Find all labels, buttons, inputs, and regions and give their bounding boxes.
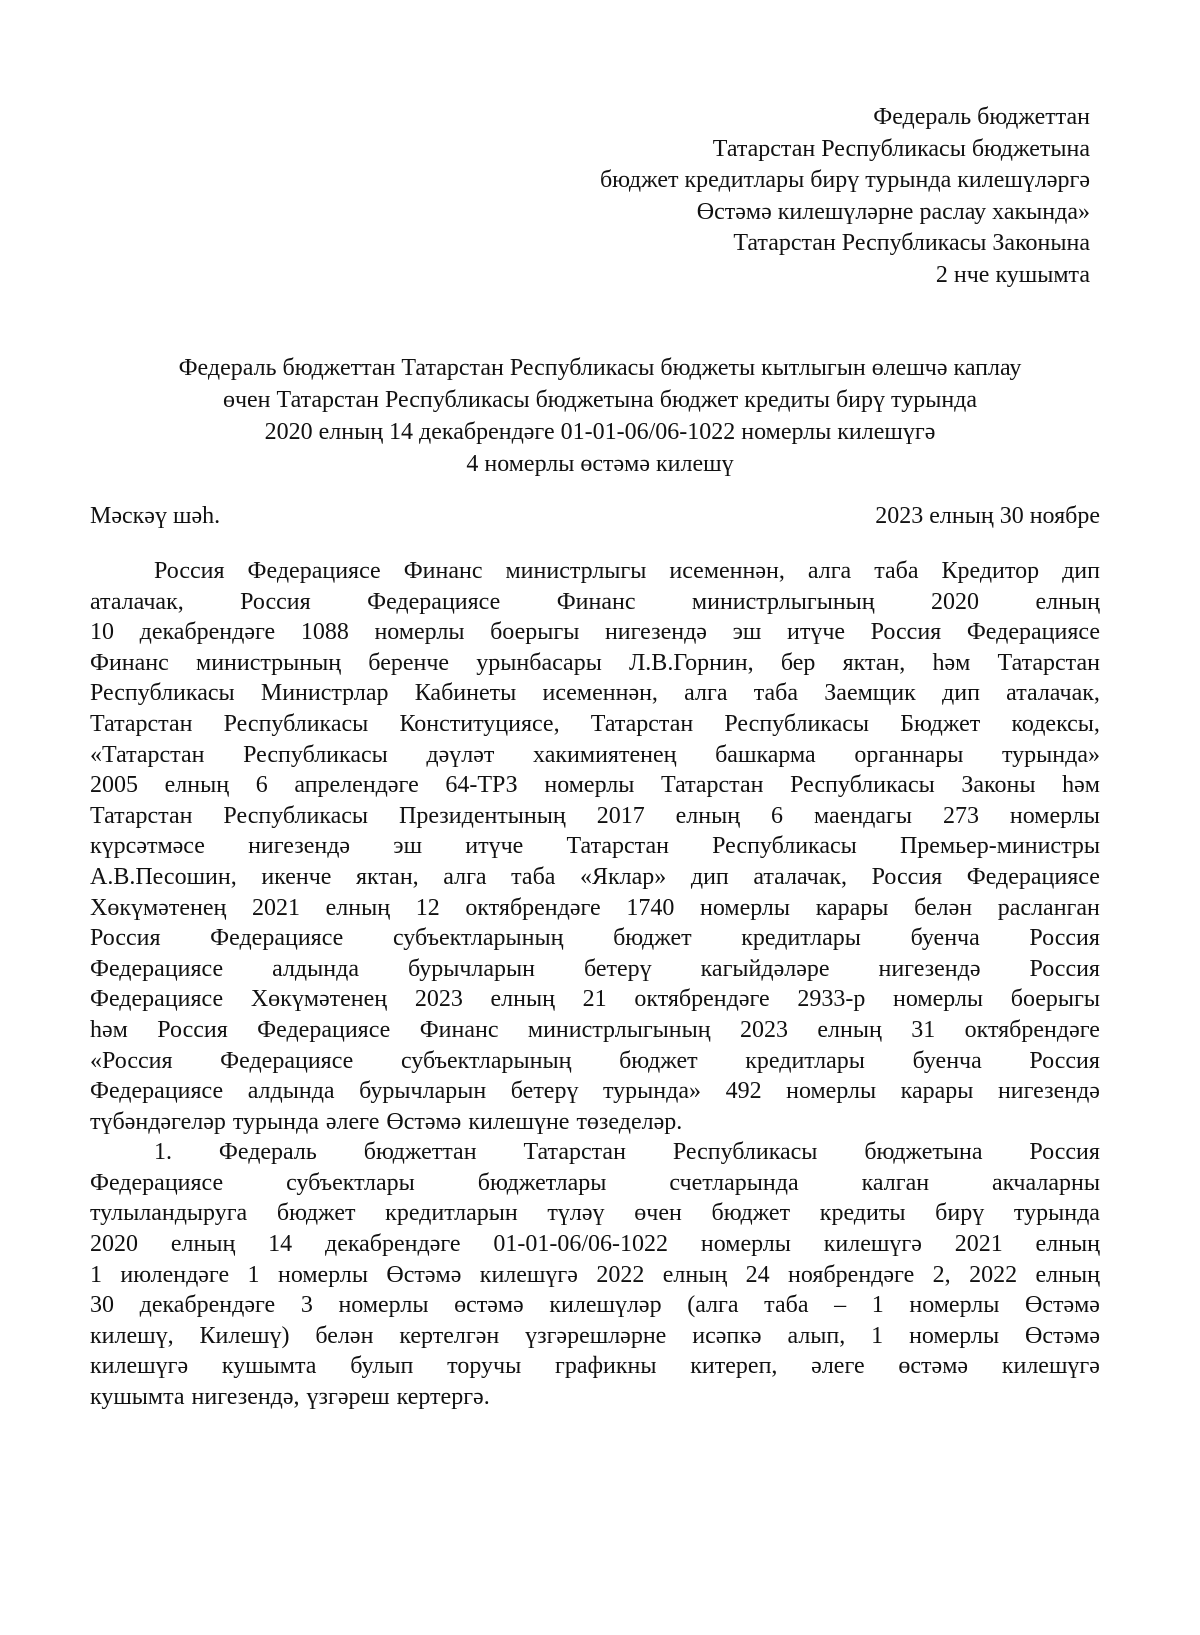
- paragraph-line: 10 декабрендәге 1088 номерлы боерыгы нигезендә эш итүче Россия Федерациясе: [90, 619, 1100, 646]
- paragraph: [90, 1137, 1100, 1412]
- paragraph-line: 1 июлендәге 1 номерлы Өстәмә килешүгә 2022 елның 24 ноябрендәге 2, 2022 елның: [90, 1261, 1100, 1288]
- header-line: Федераль бюджеттан: [873, 104, 1090, 130]
- paragraph-line: Федерациясе алдында бурычларын бетерү турында» 492 номерлы карары нигезендә: [90, 1078, 1100, 1105]
- paragraph-line: А.В.Песошин, икенче яктан, алга таба «Яклар» дип аталачак, Россия Федерациясе: [90, 863, 1100, 890]
- paragraph-line: Финанс министрының беренче урынбасары Л.В.Горнин, бер яктан, һәм Татарстан: [90, 649, 1100, 676]
- paragraph-line: килешүгә кушымта булып торучы графикны китереп, әлеге өстәмә килешүгә: [90, 1353, 1100, 1380]
- paragraph-line: кушымта нигезендә, үзгәреш кертергә.: [90, 1384, 490, 1411]
- paragraph-line: Россия Федерациясе субъектларының бюджет кредитлары буенча Россия: [90, 925, 1100, 952]
- paragraph-line: Хөкүмәтенең 2021 елның 12 октябрендәге 1740 номерлы карары белән расланган: [90, 894, 1100, 921]
- paragraph-line: Татарстан Республикасы Президентының 2017 елның 6 маендагы 273 номерлы: [90, 802, 1100, 829]
- title-line: 4 номерлы өстәмә килешү: [466, 451, 734, 477]
- paragraph-line: аталачак, Россия Федерациясе Финанс министрлыгының 2020 елның: [90, 588, 1100, 615]
- paragraph-line: тулыландыруга бюджет кредитларын түләү өчен бюджет кредиты бирү турында: [90, 1200, 1100, 1227]
- paragraph-line: «Россия Федерациясе субъектларының бюджет кредитлары буенча Россия: [90, 1047, 1100, 1074]
- place-date-row: [90, 500, 1100, 534]
- paragraph-line: Федерациясе Хөкүмәтенең 2023 елның 21 октябрендәге 2933-р номерлы боерыгы: [90, 986, 1100, 1013]
- paragraph-line: һәм Россия Федерациясе Финанс министрлыгының 2023 елның 31 октябрендәге: [90, 1016, 1100, 1043]
- header-line: бюджет кредитлары бирү турында килешүләргә: [599, 167, 1090, 194]
- place-of-signing: Мәскәү шәһ.: [90, 503, 221, 529]
- paragraph-line: 1. Федераль бюджеттан Татарстан Республикасы бюджетына Россия: [154, 1139, 1100, 1166]
- document-title: [100, 352, 1100, 480]
- paragraph-line: 30 декабрендәге 3 номерлы өстәмә килешүләр (алга таба – 1 номерлы Өстәмә: [90, 1292, 1100, 1319]
- paragraph-line: 2005 елның 6 апрелендәге 64-ТРЗ номерлы Татарстан Республикасы Законы һәм: [90, 772, 1100, 799]
- appendix-header: [450, 102, 1090, 292]
- title-line: 2020 елның 14 декабрендәге 01-01-06/06-1022 номерлы килешүгә: [264, 419, 936, 445]
- paragraph-line: күрсәтмәсе нигезендә эш итүче Татарстан Республикасы Премьер-министры: [90, 833, 1100, 860]
- paragraph-line: 2020 елның 14 декабрендәге 01-01-06/06-1022 номерлы килешүгә 2021 елның: [90, 1231, 1100, 1258]
- title-line: өчен Татарстан Республикасы бюджетына бюджет кредиты бирү турында: [222, 387, 978, 413]
- paragraph-line: Татарстан Республикасы Конституциясе, Татарстан Республикасы Бюджет кодексы,: [90, 710, 1100, 737]
- header-line: Өстәмә килешүләрне раслау хакында»: [696, 198, 1090, 225]
- signing-date: 2023 елның 30 ноябре: [875, 503, 1100, 529]
- paragraph-line: түбәндәгеләр турында әлеге Өстәмә килешүне төзеделәр.: [90, 1108, 683, 1135]
- title-line: Федераль бюджеттан Татарстан Республикасы бюджеты кытлыгын өлешчә каплау: [178, 355, 1022, 381]
- header-line: Татарстан Республикасы бюджетына: [712, 135, 1090, 162]
- header-line: 2 нче кушымта: [935, 261, 1090, 288]
- header-line: Татарстан Республикасы Законына: [733, 230, 1090, 257]
- paragraph-line: Республикасы Министрлар Кабинеты исеменнән, алга таба Заемщик дип аталачак,: [90, 680, 1100, 707]
- paragraph-line: Федерациясе алдында бурычларын бетерү кагыйдәләре нигезендә Россия: [90, 955, 1100, 982]
- paragraph-line: «Татарстан Республикасы дәүләт хакимиятенең башкарма органнары турында»: [90, 741, 1100, 768]
- paragraph: [90, 556, 1100, 1137]
- document-body: [90, 556, 1100, 1413]
- paragraph-line: Федерациясе субъектлары бюджетлары счетларында калган акчаларны: [90, 1169, 1100, 1196]
- paragraph-line: Россия Федерациясе Финанс министрлыгы исеменнән, алга таба Кредитор дип: [154, 558, 1100, 584]
- paragraph-line: килешү, Килешү) белән кертелгән үзгәрешләрне исәпкә алып, 1 номерлы Өстәмә: [90, 1322, 1100, 1349]
